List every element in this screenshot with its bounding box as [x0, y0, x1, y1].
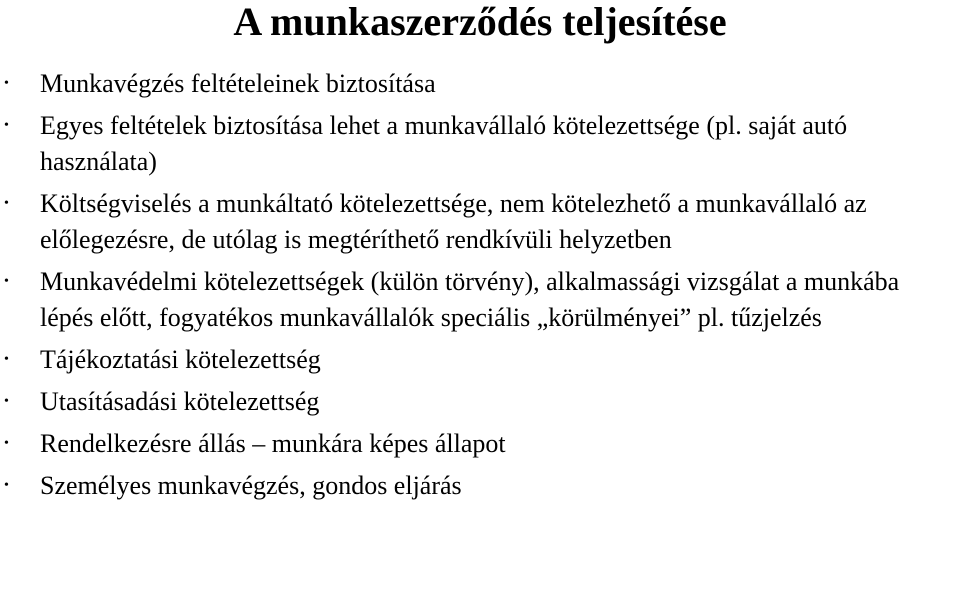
bullet-icon: • [4, 436, 9, 451]
bullet-text: Utasításadási kötelezettség [40, 387, 320, 416]
bullet-item [0, 384, 960, 420]
bullet-icon: • [4, 274, 9, 289]
bullet-icon: • [4, 478, 9, 493]
bullet-text: Egyes feltételek biztosítása lehet a munkavállaló kötelezettsége (pl. saját autó használata) [40, 111, 848, 176]
bullet-icon: • [4, 196, 9, 211]
bullet-icon: • [4, 118, 9, 133]
bullet-text: Tájékoztatási kötelezettség [40, 345, 321, 374]
bullet-text: Költségviselés a munkáltató kötelezettsége, nem kötelezhető a munkavállaló az előlegezésre, de utólag is megtéríthető rendkívüli helyzetben [40, 189, 867, 254]
bullet-item [0, 426, 960, 462]
bullet-text: Személyes munkavégzés, gondos eljárás [40, 471, 462, 500]
bullet-text: Munkavégzés feltételeinek biztosítása [40, 69, 436, 98]
bullet-icon: • [4, 394, 9, 409]
bullet-item [0, 186, 960, 258]
bullet-item [0, 342, 960, 378]
bullet-text: Munkavédelmi kötelezettségek (külön törvény), alkalmassági vizsgálat a munkába lépés előtt, fogyatékos munkavállalók speciális „körülményei” pl. tűzjelzés [40, 267, 900, 332]
bullet-list [0, 66, 960, 510]
bullet-item [0, 264, 960, 336]
bullet-item [0, 66, 960, 102]
bullet-icon: • [4, 352, 9, 367]
bullet-text: Rendelkezésre állás – munkára képes állapot [40, 429, 506, 458]
slide-title: A munkaszerződés teljesítése [233, 0, 727, 44]
bullet-item [0, 108, 960, 180]
bullet-item [0, 468, 960, 504]
bullet-icon: • [4, 76, 9, 91]
